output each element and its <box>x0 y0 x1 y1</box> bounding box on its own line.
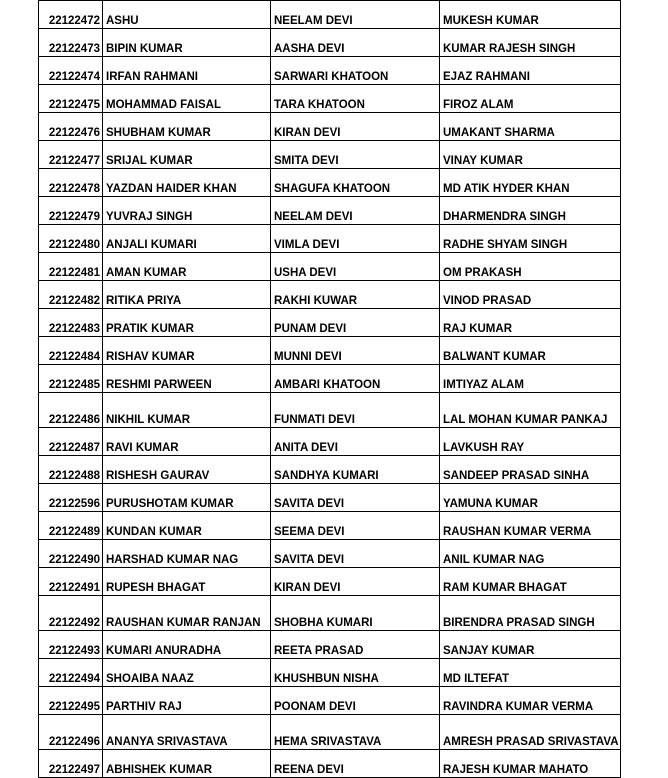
mother-name-cell: AMBARI KHATOON <box>271 365 440 393</box>
mother-name-cell: ANITA DEVI <box>271 428 440 456</box>
student-name-cell: PRATIK KUMAR <box>103 309 271 337</box>
roll-number-cell: 22122493 <box>39 631 103 659</box>
roll-number-cell: 22122473 <box>39 29 103 57</box>
table-row <box>39 393 621 428</box>
roll-number-cell: 22122490 <box>39 540 103 568</box>
student-name-cell: MOHAMMAD FAISAL <box>103 85 271 113</box>
mother-name-cell: PUNAM DEVI <box>271 309 440 337</box>
table-row <box>39 365 621 393</box>
student-name-cell: RAVI KUMAR <box>103 428 271 456</box>
father-name-cell: FIROZ ALAM <box>440 85 621 113</box>
student-name-cell: PARTHIV RAJ <box>103 687 271 715</box>
mother-name-cell: SAVITA DEVI <box>271 540 440 568</box>
mother-name-cell: SHAGUFA KHATOON <box>271 169 440 197</box>
father-name-cell: RAVINDRA KUMAR VERMA <box>440 687 621 715</box>
father-name-cell: BIRENDRA PRASAD SINGH <box>440 596 621 631</box>
mother-name-cell: AASHA DEVI <box>271 29 440 57</box>
roll-number-cell: 22122477 <box>39 141 103 169</box>
father-name-cell: LAL MOHAN KUMAR PANKAJ <box>440 393 621 428</box>
table-row <box>39 113 621 141</box>
table-row <box>39 1 621 29</box>
student-name-cell: SHOAIBA NAAZ <box>103 659 271 687</box>
student-table <box>38 0 621 778</box>
table-row <box>39 484 621 512</box>
mother-name-cell: VIMLA DEVI <box>271 225 440 253</box>
father-name-cell: VINOD PRASAD <box>440 281 621 309</box>
student-name-cell: YAZDAN HAIDER KHAN <box>103 169 271 197</box>
mother-name-cell: RAKHI KUWAR <box>271 281 440 309</box>
roll-number-cell: 22122476 <box>39 113 103 141</box>
father-name-cell: MUKESH KUMAR <box>440 1 621 29</box>
roll-number-cell: 22122596 <box>39 484 103 512</box>
mother-name-cell: SAVITA DEVI <box>271 484 440 512</box>
mother-name-cell: KHUSHBUN NISHA <box>271 659 440 687</box>
father-name-cell: KUMAR RAJESH SINGH <box>440 29 621 57</box>
table-row <box>39 197 621 225</box>
student-name-cell: RUPESH BHAGAT <box>103 568 271 596</box>
student-name-cell: ASHU <box>103 1 271 29</box>
roll-number-cell: 22122492 <box>39 596 103 631</box>
table-row <box>39 57 621 85</box>
student-name-cell: NIKHIL KUMAR <box>103 393 271 428</box>
mother-name-cell: POONAM DEVI <box>271 687 440 715</box>
table-row <box>39 253 621 281</box>
student-name-cell: PURUSHOTAM KUMAR <box>103 484 271 512</box>
table-row <box>39 29 621 57</box>
student-name-cell: YUVRAJ SINGH <box>103 197 271 225</box>
roll-number-cell: 22122475 <box>39 85 103 113</box>
roll-number-cell: 22122479 <box>39 197 103 225</box>
father-name-cell: RAM KUMAR BHAGAT <box>440 568 621 596</box>
roll-number-cell: 22122481 <box>39 253 103 281</box>
mother-name-cell: REETA PRASAD <box>271 631 440 659</box>
mother-name-cell: HEMA SRIVASTAVA <box>271 715 440 750</box>
table-row <box>39 568 621 596</box>
mother-name-cell: TARA KHATOON <box>271 85 440 113</box>
father-name-cell: RADHE SHYAM SINGH <box>440 225 621 253</box>
mother-name-cell: KIRAN DEVI <box>271 113 440 141</box>
mother-name-cell: FUNMATI DEVI <box>271 393 440 428</box>
roll-number-cell: 22122491 <box>39 568 103 596</box>
mother-name-cell: SARWARI KHATOON <box>271 57 440 85</box>
student-name-cell: KUMARI ANURADHA <box>103 631 271 659</box>
roll-number-cell: 22122480 <box>39 225 103 253</box>
student-name-cell: RAUSHAN KUMAR RANJAN <box>103 596 271 631</box>
table-row <box>39 456 621 484</box>
mother-name-cell: SHOBHA KUMARI <box>271 596 440 631</box>
father-name-cell: MD ILTEFAT <box>440 659 621 687</box>
table-row <box>39 141 621 169</box>
table-row <box>39 225 621 253</box>
table-row <box>39 715 621 750</box>
mother-name-cell: NEELAM DEVI <box>271 1 440 29</box>
father-name-cell: UMAKANT SHARMA <box>440 113 621 141</box>
student-name-cell: ANJALI KUMARI <box>103 225 271 253</box>
roll-number-cell: 22122485 <box>39 365 103 393</box>
mother-name-cell: SEEMA DEVI <box>271 512 440 540</box>
table-row <box>39 169 621 197</box>
table-row <box>39 309 621 337</box>
roll-number-cell: 22122496 <box>39 715 103 750</box>
father-name-cell: ANIL KUMAR NAG <box>440 540 621 568</box>
table-row <box>39 659 621 687</box>
student-name-cell: IRFAN RAHMANI <box>103 57 271 85</box>
mother-name-cell: KIRAN DEVI <box>271 568 440 596</box>
student-name-cell: SHUBHAM KUMAR <box>103 113 271 141</box>
father-name-cell: MD ATIK HYDER KHAN <box>440 169 621 197</box>
mother-name-cell: SANDHYA KUMARI <box>271 456 440 484</box>
mother-name-cell: NEELAM DEVI <box>271 197 440 225</box>
student-name-cell: BIPIN KUMAR <box>103 29 271 57</box>
mother-name-cell: SMITA DEVI <box>271 141 440 169</box>
student-name-cell: SRIJAL KUMAR <box>103 141 271 169</box>
student-name-cell: KUNDAN KUMAR <box>103 512 271 540</box>
mother-name-cell: USHA DEVI <box>271 253 440 281</box>
student-name-cell: ANANYA SRIVASTAVA <box>103 715 271 750</box>
table-row <box>39 512 621 540</box>
table-row <box>39 337 621 365</box>
father-name-cell: SANDEEP PRASAD SINHA <box>440 456 621 484</box>
father-name-cell: VINAY KUMAR <box>440 141 621 169</box>
roll-number-cell: 22122484 <box>39 337 103 365</box>
roll-number-cell: 22122482 <box>39 281 103 309</box>
roll-number-cell: 22122488 <box>39 456 103 484</box>
father-name-cell: OM PRAKASH <box>440 253 621 281</box>
table-row <box>39 85 621 113</box>
student-name-cell: HARSHAD KUMAR NAG <box>103 540 271 568</box>
student-name-cell: RISHAV KUMAR <box>103 337 271 365</box>
roll-number-cell: 22122495 <box>39 687 103 715</box>
table-row <box>39 596 621 631</box>
father-name-cell: SANJAY KUMAR <box>440 631 621 659</box>
student-name-cell: RESHMI PARWEEN <box>103 365 271 393</box>
roll-number-cell: 22122487 <box>39 428 103 456</box>
roll-number-cell: 22122486 <box>39 393 103 428</box>
student-name-cell: RISHESH GAURAV <box>103 456 271 484</box>
student-name-cell: ABHISHEK KUMAR <box>103 750 271 778</box>
table-row <box>39 631 621 659</box>
roll-number-cell: 22122489 <box>39 512 103 540</box>
table-row <box>39 750 621 778</box>
roll-number-cell: 22122483 <box>39 309 103 337</box>
father-name-cell: LAVKUSH RAY <box>440 428 621 456</box>
father-name-cell: EJAZ RAHMANI <box>440 57 621 85</box>
father-name-cell: IMTIYAZ ALAM <box>440 365 621 393</box>
table-row <box>39 281 621 309</box>
roll-number-cell: 22122497 <box>39 750 103 778</box>
father-name-cell: RAUSHAN KUMAR VERMA <box>440 512 621 540</box>
mother-name-cell: REENA DEVI <box>271 750 440 778</box>
father-name-cell: RAJ KUMAR <box>440 309 621 337</box>
father-name-cell: YAMUNA KUMAR <box>440 484 621 512</box>
roll-number-cell: 22122478 <box>39 169 103 197</box>
roll-number-cell: 22122474 <box>39 57 103 85</box>
father-name-cell: BALWANT KUMAR <box>440 337 621 365</box>
father-name-cell: DHARMENDRA SINGH <box>440 197 621 225</box>
table-row <box>39 687 621 715</box>
table-row <box>39 540 621 568</box>
table-row <box>39 428 621 456</box>
father-name-cell: RAJESH KUMAR MAHATO <box>440 750 621 778</box>
student-name-cell: RITIKA PRIYA <box>103 281 271 309</box>
father-name-cell: AMRESH PRASAD SRIVASTAVA <box>440 715 621 750</box>
mother-name-cell: MUNNI DEVI <box>271 337 440 365</box>
student-name-cell: AMAN KUMAR <box>103 253 271 281</box>
roll-number-cell: 22122472 <box>39 1 103 29</box>
table-body <box>39 1 621 778</box>
roll-number-cell: 22122494 <box>39 659 103 687</box>
